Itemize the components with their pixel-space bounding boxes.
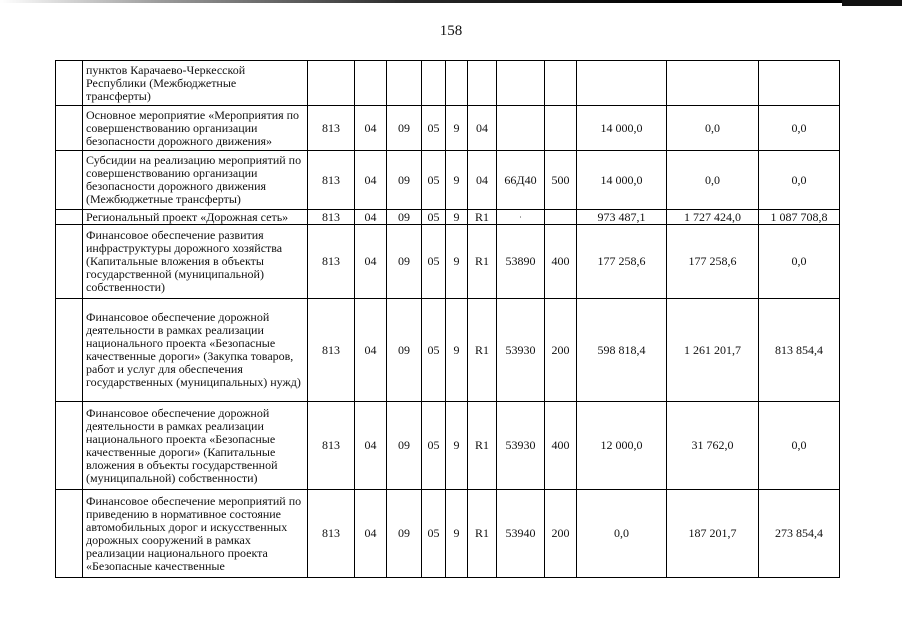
direction-code: 66Д40: [497, 151, 545, 210]
section-code: 04: [355, 490, 387, 578]
admin-code: 813: [308, 299, 355, 402]
amount-year-3: [759, 61, 840, 106]
expense-type-code: 200: [545, 299, 577, 402]
top-scan-edge: [842, 0, 902, 6]
program-code: 05: [422, 402, 446, 490]
section-code: 04: [355, 299, 387, 402]
program-code: 05: [422, 151, 446, 210]
amount-year-2: 1 261 201,7: [667, 299, 759, 402]
direction-code: [497, 61, 545, 106]
section-code: [355, 61, 387, 106]
subprogram-code: 9: [446, 299, 468, 402]
row-name: Финансовое обеспечение развития инфраструктуры дорожного хозяйства (Капитальные вложения в объекты государственной (муниципальной) собственности): [83, 225, 308, 299]
event-code: 04: [468, 151, 497, 210]
margin-cell: [56, 106, 83, 151]
table-row: [56, 210, 840, 225]
event-code: R1: [468, 402, 497, 490]
expense-type-code: 400: [545, 402, 577, 490]
expense-type-code: [545, 210, 577, 225]
admin-code: 813: [308, 151, 355, 210]
subprogram-code: 9: [446, 402, 468, 490]
subsection-code: 09: [387, 106, 422, 151]
admin-code: 813: [308, 490, 355, 578]
program-code: 05: [422, 225, 446, 299]
budget-table: [55, 60, 840, 578]
table-row: [56, 61, 840, 106]
margin-cell: [56, 402, 83, 490]
subsection-code: 09: [387, 151, 422, 210]
table-row: [56, 490, 840, 578]
direction-code: [497, 106, 545, 151]
table-row: [56, 106, 840, 151]
amount-year-3: 273 854,4: [759, 490, 840, 578]
admin-code: [308, 61, 355, 106]
subsection-code: [387, 61, 422, 106]
section-code: 04: [355, 402, 387, 490]
event-code: [468, 61, 497, 106]
amount-year-1: 12 000,0: [577, 402, 667, 490]
event-code: R1: [468, 225, 497, 299]
amount-year-1: 177 258,6: [577, 225, 667, 299]
subprogram-code: [446, 61, 468, 106]
direction-code: 53890: [497, 225, 545, 299]
amount-year-1: 598 818,4: [577, 299, 667, 402]
subsection-code: 09: [387, 299, 422, 402]
event-code: R1: [468, 490, 497, 578]
subprogram-code: 9: [446, 106, 468, 151]
section-code: 04: [355, 106, 387, 151]
event-code: R1: [468, 299, 497, 402]
row-name: пунктов Карачаево-Черкесской Республики (Межбюджетные трансферты): [83, 61, 308, 106]
event-code: 04: [468, 106, 497, 151]
event-code: R1: [468, 210, 497, 225]
row-name: Финансовое обеспечение дорожной деятельности в рамках реализации национального проекта «Безопасные качественные дороги» (Капитальные вложения в объекты государственной (муниципальной) собственности): [83, 402, 308, 490]
amount-year-2: 1 727 424,0: [667, 210, 759, 225]
table-row: [56, 299, 840, 402]
expense-type-code: 400: [545, 225, 577, 299]
margin-cell: [56, 299, 83, 402]
program-code: 05: [422, 490, 446, 578]
direction-code: 53930: [497, 299, 545, 402]
amount-year-2: 0,0: [667, 106, 759, 151]
section-code: 04: [355, 151, 387, 210]
top-scan-rule: [0, 0, 902, 3]
section-code: 04: [355, 225, 387, 299]
admin-code: 813: [308, 225, 355, 299]
expense-type-code: [545, 61, 577, 106]
margin-cell: [56, 61, 83, 106]
expense-type-code: 200: [545, 490, 577, 578]
program-code: 05: [422, 299, 446, 402]
amount-year-1: 14 000,0: [577, 106, 667, 151]
admin-code: 813: [308, 402, 355, 490]
subprogram-code: 9: [446, 151, 468, 210]
amount-year-3: 1 087 708,8: [759, 210, 840, 225]
amount-year-3: 0,0: [759, 151, 840, 210]
row-name: Финансовое обеспечение мероприятий по приведению в нормативное состояние автомобильных дорог и искусственных дорожных сооружений в рамках реализации национального проекта «Безопасные качественные: [83, 490, 308, 578]
row-name: Основное мероприятие «Мероприятия по совершенствованию организации безопасности дорожного движения»: [83, 106, 308, 151]
amount-year-2: [667, 61, 759, 106]
row-name: Субсидии на реализацию мероприятий по совершенствованию организации безопасности дорожного движения (Межбюджетные трансферты): [83, 151, 308, 210]
table-row: [56, 225, 840, 299]
margin-cell: [56, 225, 83, 299]
admin-code: 813: [308, 210, 355, 225]
subprogram-code: 9: [446, 225, 468, 299]
row-name: Региональный проект «Дорожная сеть»: [83, 210, 308, 225]
direction-code: ·: [497, 210, 545, 225]
subsection-code: 09: [387, 490, 422, 578]
amount-year-2: 187 201,7: [667, 490, 759, 578]
expense-type-code: 500: [545, 151, 577, 210]
amount-year-1: 0,0: [577, 490, 667, 578]
table-row: [56, 151, 840, 210]
amount-year-3: 0,0: [759, 225, 840, 299]
subsection-code: 09: [387, 225, 422, 299]
admin-code: 813: [308, 106, 355, 151]
program-code: 05: [422, 210, 446, 225]
program-code: [422, 61, 446, 106]
amount-year-3: 0,0: [759, 106, 840, 151]
section-code: 04: [355, 210, 387, 225]
amount-year-1: 973 487,1: [577, 210, 667, 225]
program-code: 05: [422, 106, 446, 151]
amount-year-3: 0,0: [759, 402, 840, 490]
amount-year-1: [577, 61, 667, 106]
table-row: [56, 402, 840, 490]
subsection-code: 09: [387, 402, 422, 490]
subsection-code: 09: [387, 210, 422, 225]
margin-cell: [56, 151, 83, 210]
row-name: Финансовое обеспечение дорожной деятельности в рамках реализации национального проекта «Безопасные качественные дороги» (Закупка товаров, работ и услуг для обеспечения государственных (муниципальных) нужд): [83, 299, 308, 402]
subprogram-code: 9: [446, 490, 468, 578]
amount-year-3: 813 854,4: [759, 299, 840, 402]
direction-code: 53930: [497, 402, 545, 490]
direction-code: 53940: [497, 490, 545, 578]
subprogram-code: 9: [446, 210, 468, 225]
margin-cell: [56, 210, 83, 225]
amount-year-2: 31 762,0: [667, 402, 759, 490]
amount-year-2: 0,0: [667, 151, 759, 210]
page-number: 158: [439, 23, 463, 39]
amount-year-2: 177 258,6: [667, 225, 759, 299]
expense-type-code: [545, 106, 577, 151]
margin-cell: [56, 490, 83, 578]
amount-year-1: 14 000,0: [577, 151, 667, 210]
